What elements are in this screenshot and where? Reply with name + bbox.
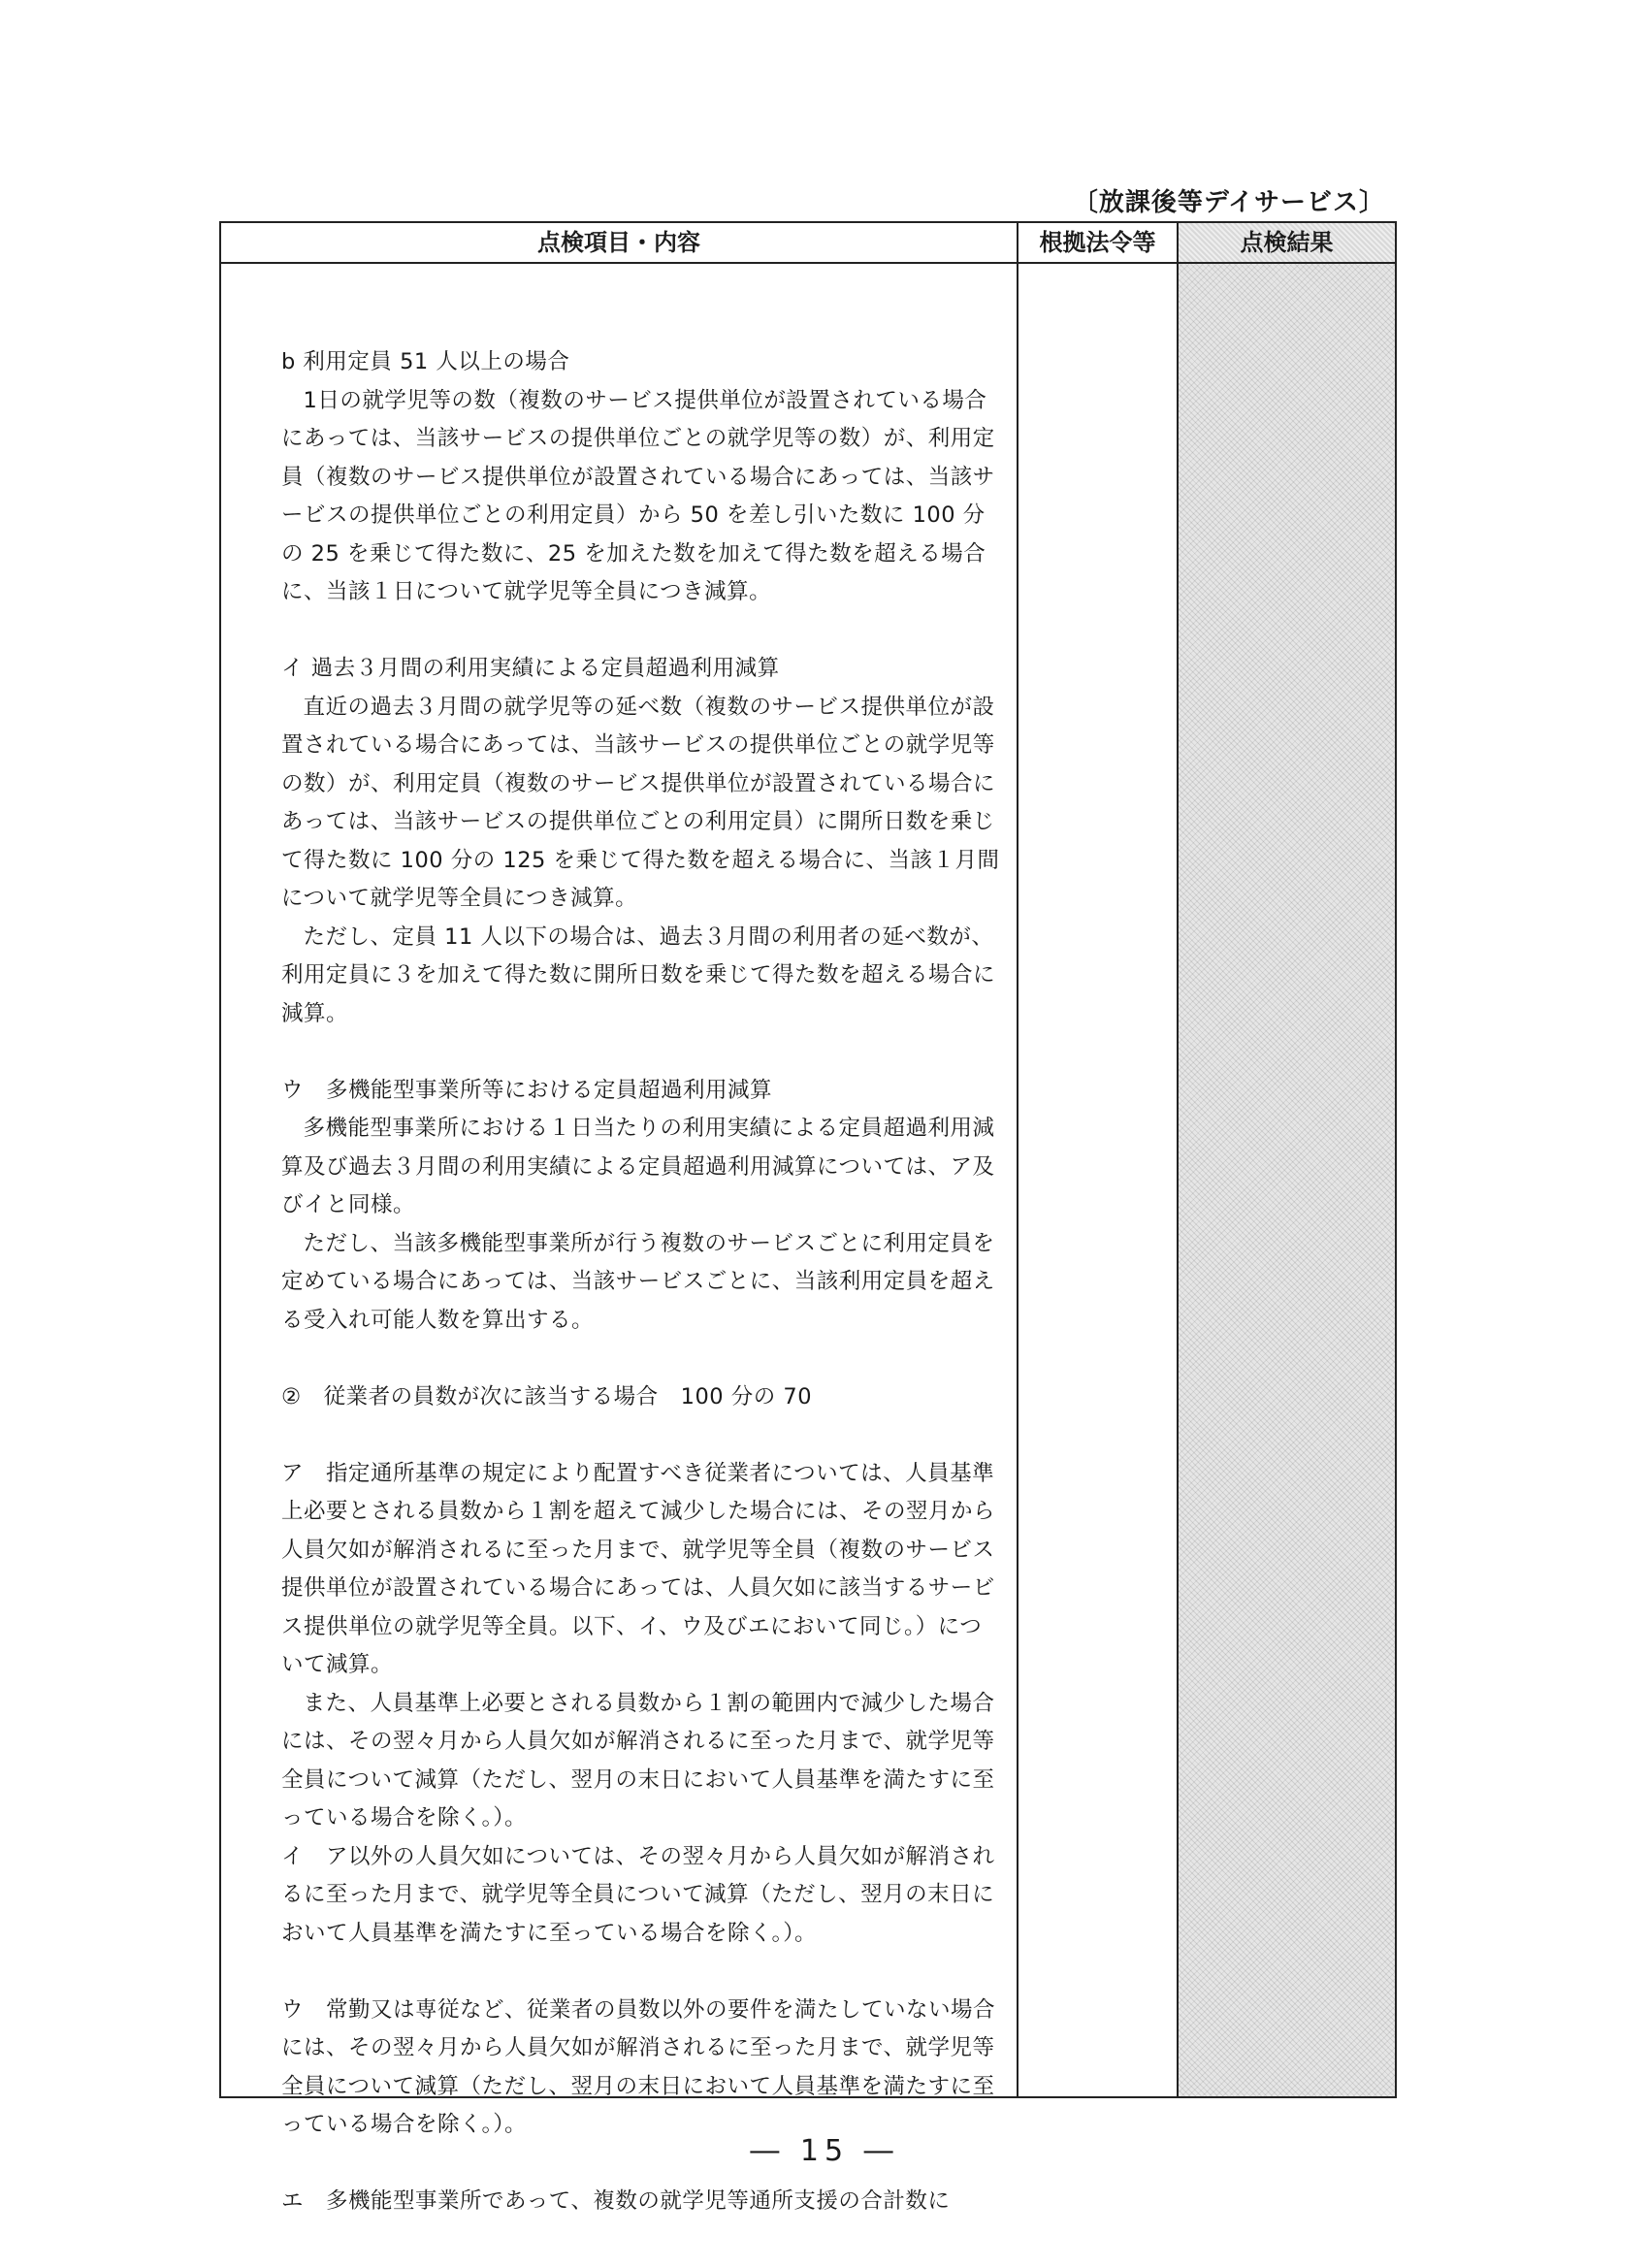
page-number: ― 15 ― [750, 2134, 899, 2168]
section-a2-text: ア 指定通所基準の規定により配置すべき従業者については、人員基準上必要とされる員数から１割を超えて減少した場合には、その翌月から人員欠如が解消されるに至った月まで、就学児等全員（複数のサービス提供単位が設置されている場合にあっては、人員欠如に該当するサービス提供単位の就学児等全員。以下、イ、ウ及びエにおいて同じ。）について減算。 [281, 1460, 996, 1677]
section-i-heading: イ 過去３月間の利用実績による定員超過利用減算 [281, 656, 780, 681]
section-e2-text: エ 多機能型事業所であって、複数の就学児等通所支援の合計数に [281, 2188, 951, 2214]
section-i2-text: イ ア以外の人員欠如については、その翌々月から人員欠如が解消されるに至った月まで、就学児等全員について減算（ただし、翌月の末日において人員基準を満たすに至っている場合を除く。）。 [281, 1843, 995, 1946]
section-b-heading: b 利用定員 51 人以上の場合 [281, 349, 570, 374]
content-text-block [281, 343, 1004, 2221]
section-u-proviso: ただし、当該多機能型事業所が行う複数のサービスごとに利用定員を定めている場合にあっては、当該サービスごとに、当該利用定員を超える受入れ可能人数を算出する。 [281, 1230, 995, 1333]
section-b-body: 1日の就学児等の数（複数のサービス提供単位が設置されている場合にあっては、当該サービスの提供単位ごとの就学児等の数）が、利用定員（複数のサービス提供単位が設置されている場合にあっては、当該サービスの提供単位ごとの利用定員）から 50 を差し引いた数に 100 分の 25 を乗じて得た数に、25 を加えた数を加えて得た数を超える場合に、当該１日について就学児等全員につき減算。 [281, 387, 995, 604]
service-category-label: 〔放課後等デイサービス〕 [1072, 188, 1385, 217]
section-a2-also: また、人員基準上必要とされる員数から１割の範囲内で減少した場合には、その翌々月から人員欠如が解消されるに至った月まで、就学児等全員について減算（ただし、翌月の末日において人員基準を満たすに至っている場合を除く。）。 [281, 1690, 995, 1831]
section-u-heading: ウ 多機能型事業所等における定員超過利用減算 [281, 1077, 773, 1103]
header-inspection-item: 点検項目・内容 [537, 229, 700, 256]
section-u2-text: ウ 常勤又は専従など、従業者の員数以外の要件を満たしていない場合には、その翌々月から人員欠如が解消されるに至った月まで、就学児等全員について減算（ただし、翌月の末日において人員基準を満たすに至っている場合を除く。）。 [281, 1996, 996, 2137]
header-legal-basis: 根拠法令等 [1017, 223, 1177, 262]
inspection-result-column [1177, 264, 1395, 2096]
item-2-heading: ② 従業者の員数が次に該当する場合 100 分の 70 [281, 1383, 813, 1409]
legal-basis-column [1017, 264, 1177, 2096]
section-i-body: 直近の過去３月間の就学児等の延べ数（複数のサービス提供単位が設置されている場合にあっては、当該サービスの提供単位ごとの就学児等の数）が、利用定員（複数のサービス提供単位が設置されている場合にあっては、当該サービスの提供単位ごとの利用定員）に開所日数を乗じて得た数に 100 分の 125 を乗じて得た数を超える場合に、当該１月間について就学児等全員につき減算。 [281, 694, 1000, 911]
header-inspection-result: 点検結果 [1177, 223, 1395, 262]
table-header [221, 223, 1395, 264]
section-i-proviso: ただし、定員 11 人以下の場合は、過去３月間の利用者の延べ数が、利用定員に３を加えて得た数に開所日数を乗じて得た数を超える場合に減算。 [281, 923, 996, 1026]
section-u-body: 多機能型事業所における１日当たりの利用実績による定員超過利用減算及び過去３月間の利用実績による定員超過利用減算については、ア及びイと同様。 [281, 1116, 995, 1217]
